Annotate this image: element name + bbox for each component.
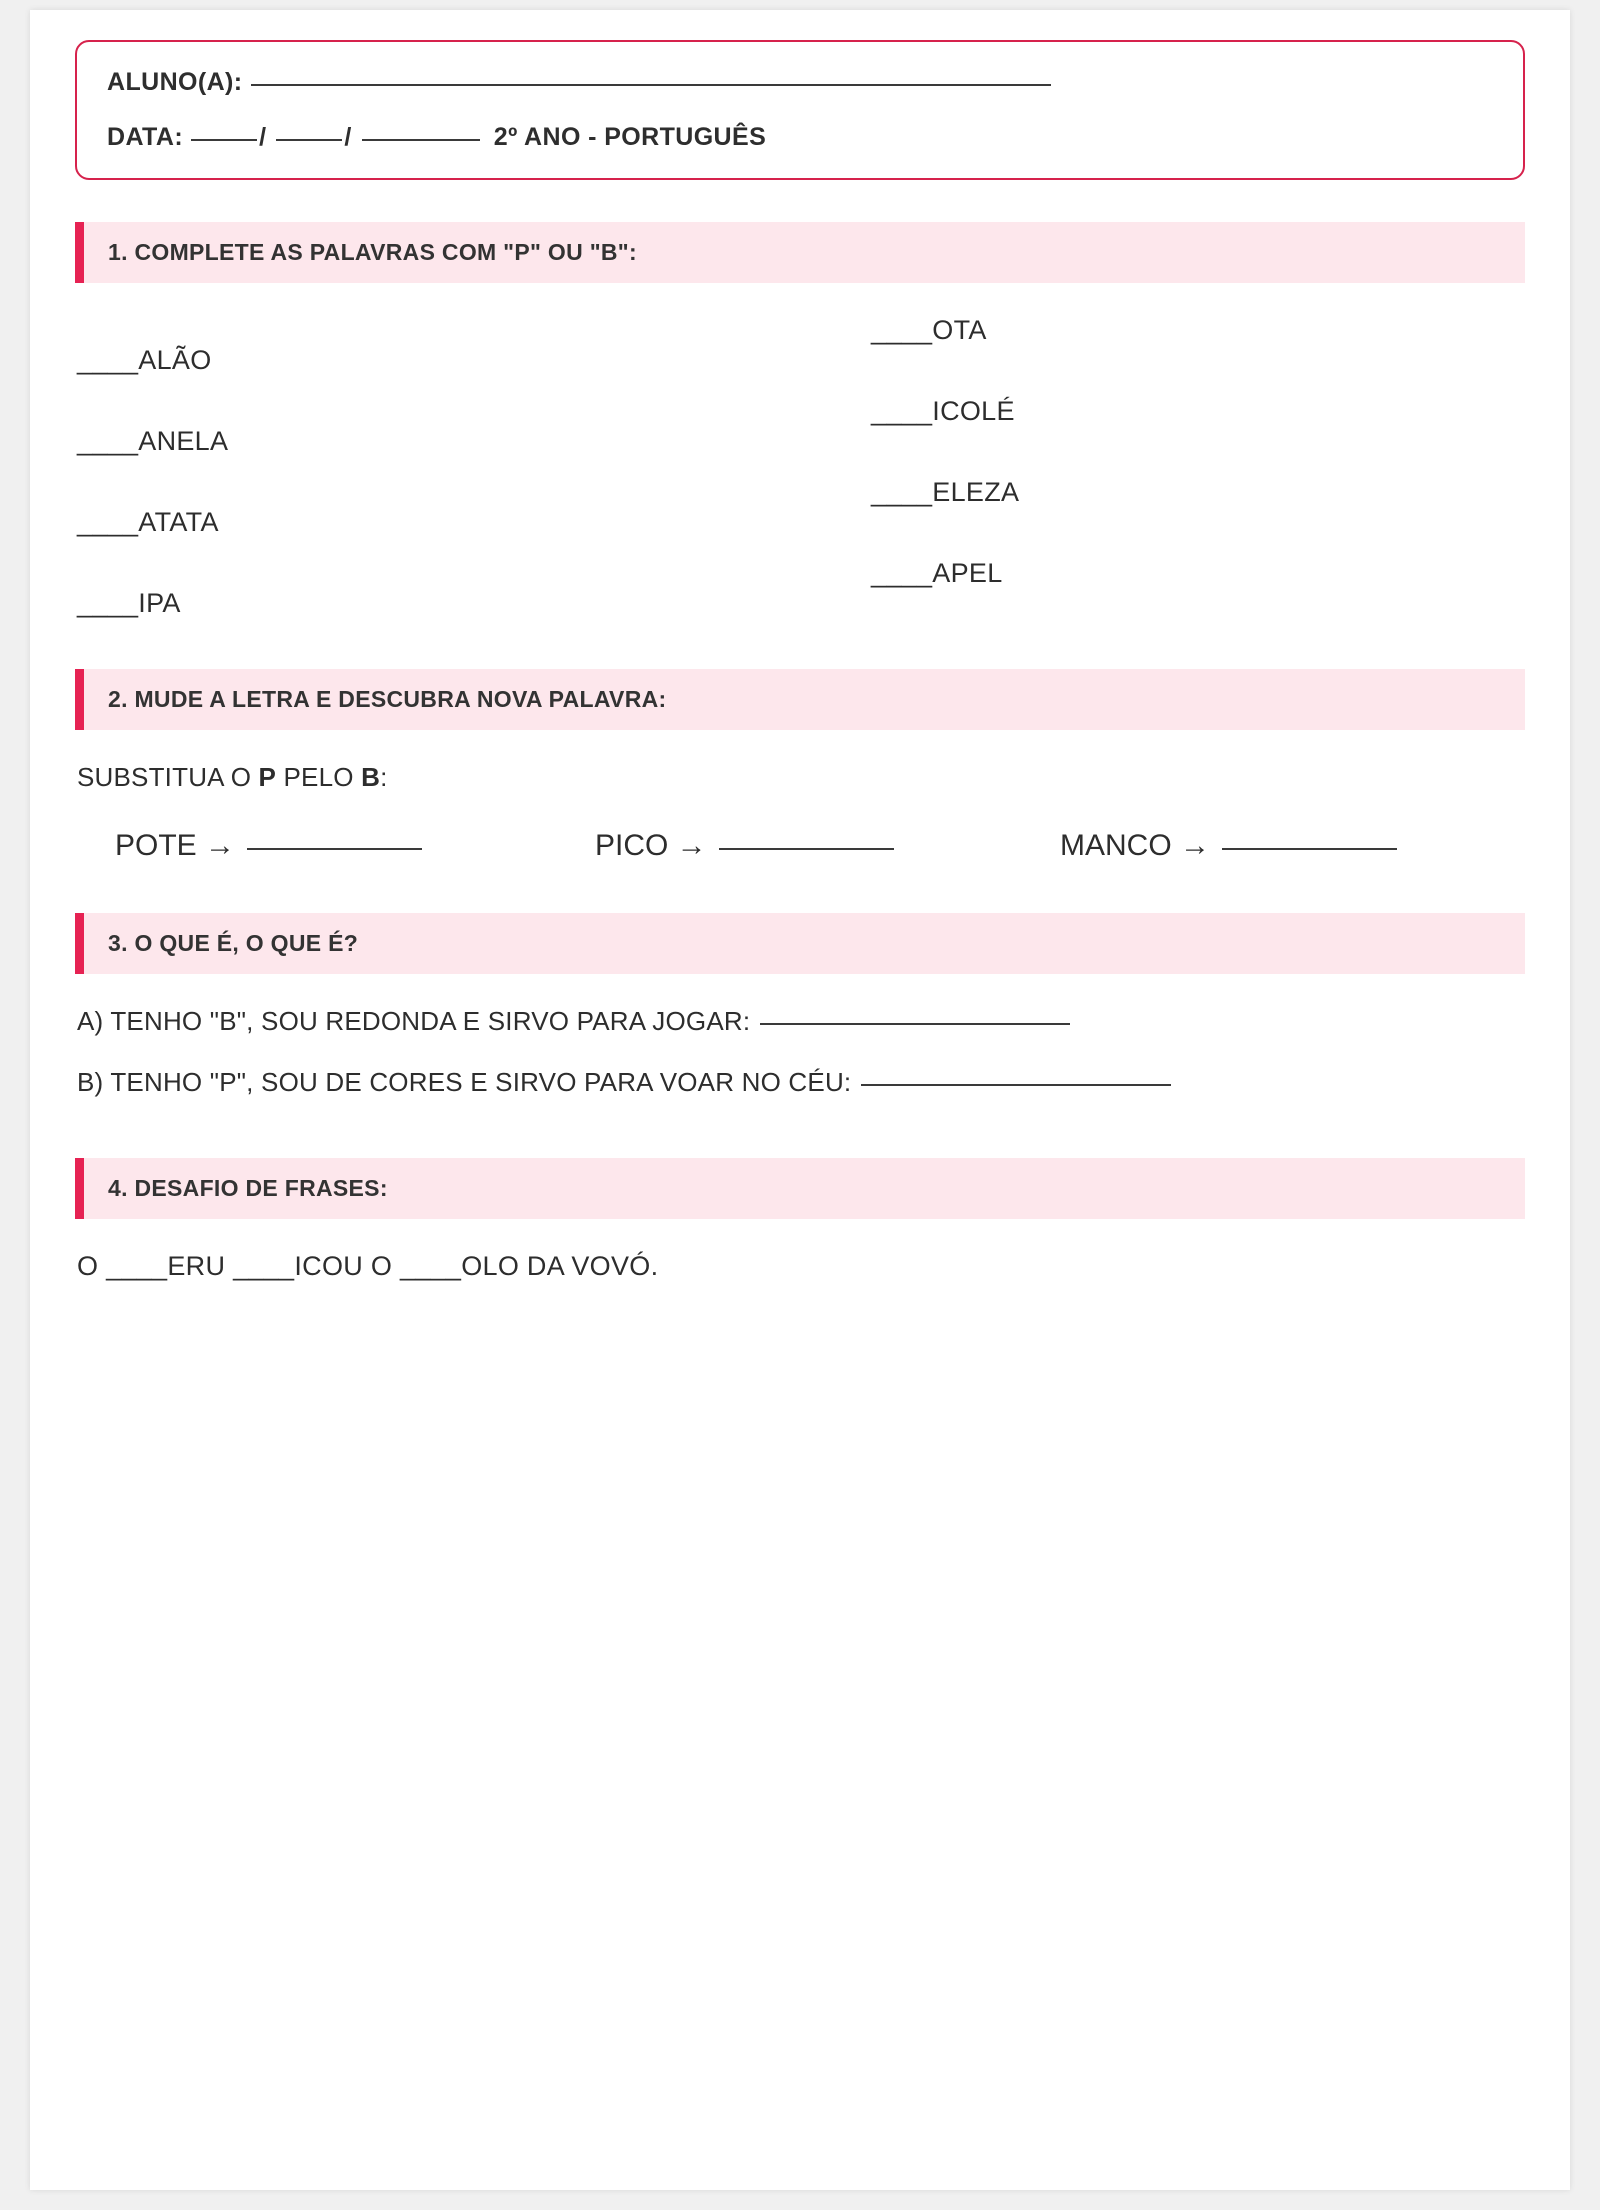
exercise-2-letter-p: P [258,762,277,792]
exercise-2-words-row [75,829,1525,863]
exercise-2-instruction-pre: SUBSTITUA O [77,762,259,792]
student-name-blank[interactable] [251,83,1051,86]
section-title-1: 1. COMPLETE AS PALAVRAS COM "P" OU "B": [108,239,637,265]
exercise-2-answer-blank[interactable] [719,848,894,850]
exercise-1-item[interactable]: ____ELEZA [871,477,1020,507]
exercise-2-instruction-mid: PELO [276,762,362,792]
exercise-1-item[interactable]: ____ANELA [77,426,229,456]
section-header-2 [75,669,1525,730]
student-name-label: ALUNO(A): [107,68,243,96]
exercise-1-columns [75,315,1525,669]
section-header-4 [75,1158,1525,1219]
exercise-3-answer-blank[interactable] [760,1023,1070,1025]
spacer [75,974,1525,1006]
date-slash-1: / [259,123,267,151]
section-header-1 [75,222,1525,283]
exercise-1-item[interactable]: ____ALÃO [77,345,212,375]
exercise-1-left-column [77,315,801,669]
student-header-box [75,40,1525,180]
exercise-2-answer-blank[interactable] [1222,848,1397,850]
worksheet-content [30,10,1570,1327]
exercise-1-item[interactable]: ____IPA [77,588,181,618]
date-year-blank[interactable] [362,138,480,141]
exercise-1-item[interactable]: ____ICOLÉ [871,396,1015,426]
spacer [75,180,1525,222]
exercise-2-word-label: POTE → [115,829,236,862]
exercise-2-word-label: MANCO → [1060,829,1210,862]
exercise-1-item[interactable]: ____APEL [871,558,1003,588]
date-line [107,123,1493,152]
spacer [75,730,1525,762]
exercise-1-item[interactable]: ____ATATA [77,507,219,537]
exercise-2-word-item [115,829,595,863]
student-name-line [107,68,1493,97]
exercise-3-riddle-b [77,1067,1525,1098]
exercise-1-item[interactable]: ____OTA [871,315,987,345]
exercise-2-instruction [77,762,1525,793]
exercise-3-riddle-a [77,1006,1525,1037]
section-title-4: 4. DESAFIO DE FRASES: [108,1175,388,1201]
exercise-2-word-label: PICO → [595,829,707,862]
section-header-3 [75,913,1525,974]
section-title-2: 2. MUDE A LETRA E DESCUBRA NOVA PALAVRA: [108,686,667,712]
exercise-1-right-column [801,315,1525,669]
spacer [75,283,1525,315]
exercise-3-answer-blank[interactable] [861,1084,1171,1086]
exercise-2-word-item [595,829,1060,863]
exercise-2-word-item [1060,829,1460,863]
worksheet-page [30,10,1570,2190]
exercise-4-sentence[interactable]: O ____ERU ____ICOU O ____OLO DA VOVÓ. [77,1251,659,1281]
subject-label: 2º ANO - PORTUGUÊS [493,123,767,151]
exercise-3-riddle-text: A) TENHO "B", SOU REDONDA E SIRVO PARA JOGAR: [77,1006,751,1036]
exercise-2-letter-b: B [361,762,381,792]
date-slash-2: / [344,123,352,151]
date-label: DATA: [107,123,184,151]
date-month-blank[interactable] [276,138,342,141]
section-title-3: 3. O QUE É, O QUE É? [108,930,359,956]
exercise-2-answer-blank[interactable] [247,848,422,850]
spacer [75,1219,1525,1251]
date-day-blank[interactable] [191,138,257,141]
exercise-2-instruction-post: : [380,762,388,792]
spacer [75,883,1525,913]
spacer [75,1128,1525,1158]
exercise-3-riddle-text: B) TENHO "P", SOU DE CORES E SIRVO PARA VOAR NO CÉU: [77,1067,852,1097]
